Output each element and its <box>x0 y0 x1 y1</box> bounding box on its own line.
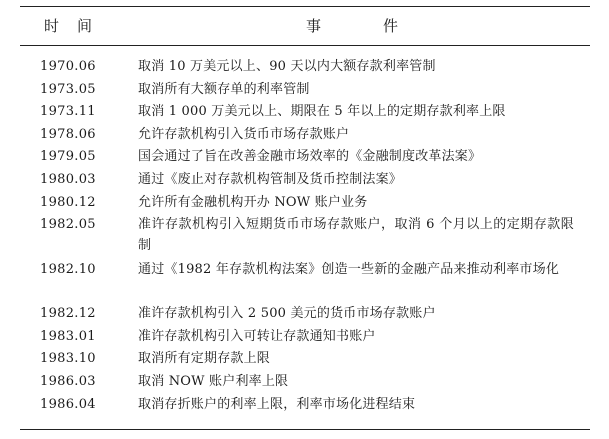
table-top-rule <box>20 6 590 7</box>
table-body <box>20 56 590 416</box>
row-event: 国会通过了旨在改善金融市场效率的《金融制度改革法案》 <box>138 149 482 165</box>
table-row <box>20 371 590 394</box>
row-event: 允许所有金融机构开办 NOW 账户业务 <box>138 194 368 210</box>
row-event: 通过《1982 年存款机构法案》创造一些新的金融产品来推动利率市场化 <box>138 261 560 277</box>
row-time: 1986.03 <box>40 373 96 389</box>
row-time: 1980.12 <box>40 194 96 210</box>
row-event: 通过《废止对存款机构管制及货币控制法案》 <box>138 171 403 187</box>
table-row <box>20 394 590 417</box>
row-event: 取消 NOW 账户利率上限 <box>138 373 289 389</box>
header-time: 时间 <box>44 17 111 35</box>
row-event: 取消 10 万美元以上、90 天以内大额存款利率管制 <box>138 59 436 74</box>
table-row <box>20 79 590 102</box>
row-time: 1973.11 <box>40 104 96 120</box>
row-time: 1970.06 <box>40 59 96 74</box>
row-time: 1986.04 <box>40 396 96 412</box>
row-time: 1982.05 <box>40 217 96 233</box>
table-row <box>20 303 590 326</box>
table-row <box>20 192 590 215</box>
table-row <box>20 146 590 169</box>
row-time: 1983.10 <box>40 351 96 367</box>
table-row <box>20 56 590 79</box>
row-time: 1983.01 <box>40 328 96 344</box>
row-event: 取消所有大额存单的利率管制 <box>138 81 310 97</box>
table-bottom-rule <box>20 429 590 430</box>
table-row <box>20 214 590 259</box>
table-row <box>20 348 590 371</box>
row-time: 1982.12 <box>40 306 96 322</box>
row-event: 取消 1 000 万美元以上、期限在 5 年以上的定期存款利率上限 <box>138 104 506 120</box>
table-row <box>20 326 590 349</box>
table-header-rule <box>20 45 590 46</box>
table-row <box>20 169 590 192</box>
row-event: 准许存款机构引入短期货币市场存款账户，取消 6 个月以上的定期存款限制 <box>138 217 574 254</box>
row-event: 允许存款机构引入货币市场存款账户 <box>138 126 350 142</box>
row-time: 1982.10 <box>40 261 96 277</box>
row-event: 取消所有定期存款上限 <box>138 351 271 367</box>
table-row <box>20 259 590 304</box>
row-event: 准许存款机构引入可转让存款通知书账户 <box>138 328 376 344</box>
table-row <box>20 124 590 147</box>
row-event: 取消存折账户的利率上限，利率市场化进程结束 <box>138 396 416 412</box>
header-event: 事件 <box>306 17 461 35</box>
row-event: 准许存款机构引入 2 500 美元的货币市场存款账户 <box>138 306 436 322</box>
row-time: 1979.05 <box>40 149 96 165</box>
table-row <box>20 101 590 124</box>
row-time: 1978.06 <box>40 126 96 142</box>
row-time: 1980.03 <box>40 171 96 187</box>
row-time: 1973.05 <box>40 81 96 97</box>
